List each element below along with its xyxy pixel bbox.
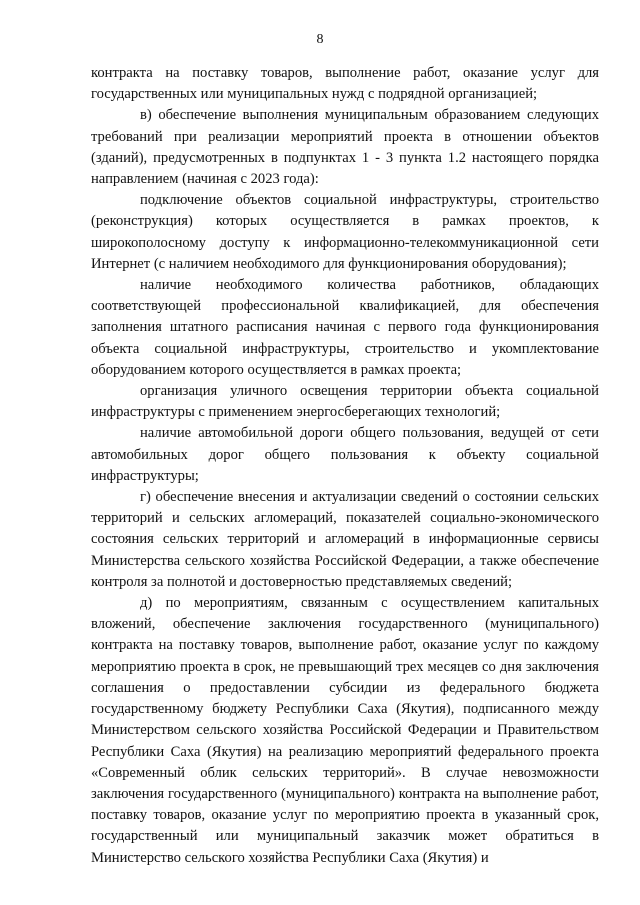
paragraph: в) обеспечение выполнения муниципальным образованием следующих требований при реализации мероприятий проекта в отношении объектов (зданий), предусмотренных в подпунктах 1 - 3 пункта 1.2 настоящего порядка направлением (начиная с 2023 года):	[91, 107, 599, 188]
document-body	[91, 63, 599, 869]
page-number: 8	[316, 32, 324, 47]
paragraph: организация уличного освещения территории объекта социальной инфраструктуры с применением энергосберегающих технологий;	[91, 383, 599, 421]
paragraph: д) по мероприятиям, связанным с осуществлением капитальных вложений, обеспечение заключения государственного (муниципального) контракта на поставку товаров, выполнение работ, оказание услуг по каждому мероприятию проекта в срок, не превышающий трех месяцев со дня заключения соглашения о предоставлении субсидии из федерального бюджета государственному бюджету Республики Саха (Якутия), подписанного между Министерством сельского хозяйства Российской Федерации и Правительством Республики Саха (Якутия) на реализацию мероприятий федерального проекта «Современный облик сельских территорий». В случае невозможности заключения государственного (муниципального) контракта на выполнение работ, поставку товаров, оказание услуг по мероприятию проекта в указанный срок, государственный или муниципальный заказчик может обратиться в Министерство сельского хозяйства Республики Саха (Якутия) и	[91, 595, 599, 866]
paragraph: контракта на поставку товаров, выполнение работ, оказание услуг для государственных или муниципальных нужд с подрядной организацией;	[91, 65, 599, 103]
paragraph: наличие необходимого количества работников, обладающих соответствующей профессиональной квалификацией, для обеспечения заполнения штатного расписания начиная с первого года функционирования объекта социальной инфраструктуры, строительство и укомплектование оборудованием которого осуществляется в рамках проекта;	[91, 277, 599, 378]
paragraph: г) обеспечение внесения и актуализации сведений о состоянии сельских территорий и сельских агломераций, показателей социально-экономического состояния сельских территорий и агломераций в информационные сервисы Министерства сельского хозяйства Российской Федерации, а также обеспечение контроля за полнотой и достоверностью представляемых сведений;	[91, 489, 599, 590]
paragraph: наличие автомобильной дороги общего пользования, ведущей от сети автомобильных дорог общего пользования к объекту социальной инфраструктуры;	[91, 425, 599, 484]
paragraph: подключение объектов социальной инфраструктуры, строительство (реконструкция) которых осуществляется в рамках проектов, к широкополосному доступу к информационно-телекоммуникационной сети Интернет (с наличием необходимого для функционирования оборудования);	[91, 192, 599, 272]
